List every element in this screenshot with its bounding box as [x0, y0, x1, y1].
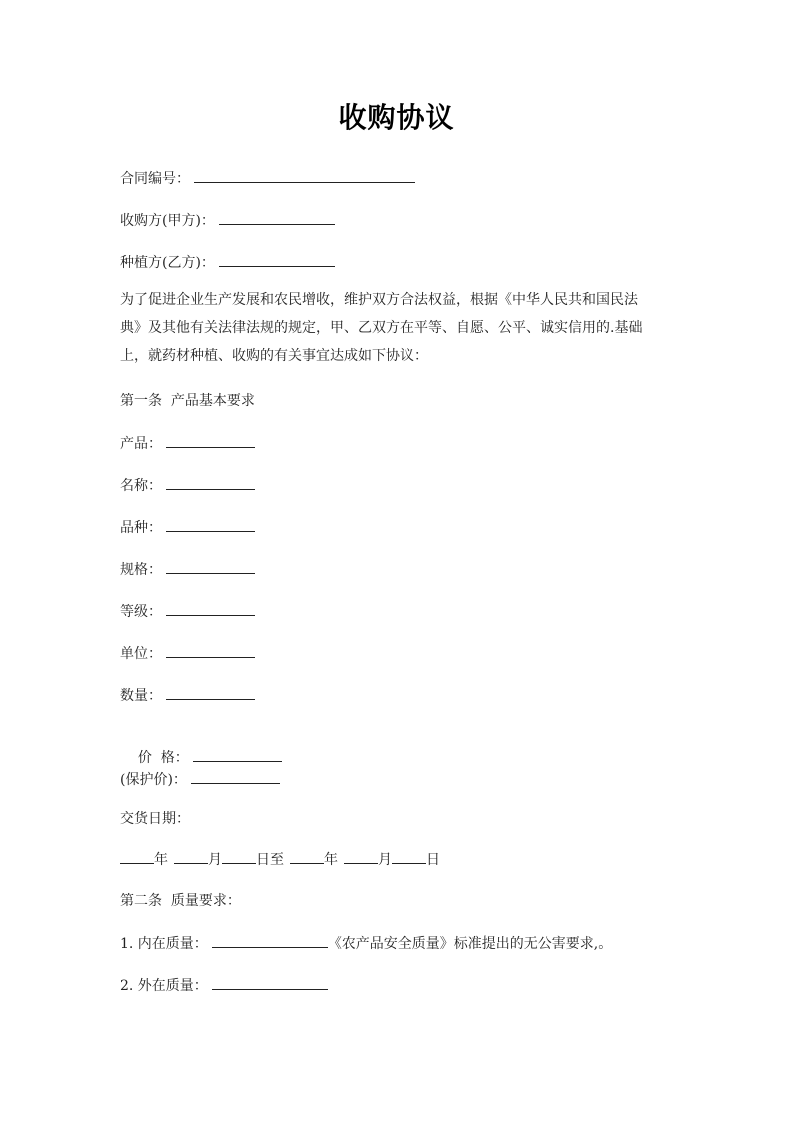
- grade-field: [120, 601, 255, 622]
- name-field: [120, 475, 255, 496]
- price-label: 价 格：: [137, 750, 189, 766]
- external-quality-field: [120, 975, 328, 996]
- preamble-line: 上，就药材种植、收购的有关事宜达成如下协议：: [120, 348, 428, 364]
- start-month-unit: 月: [208, 852, 222, 868]
- delivery-date-label: 交货日期：: [120, 811, 190, 827]
- price-blank[interactable]: [193, 747, 282, 762]
- start-day-unit: 日至: [256, 852, 284, 868]
- spec-field: [120, 559, 255, 580]
- end-month-blank[interactable]: [344, 849, 378, 864]
- quantity-blank[interactable]: [166, 685, 255, 700]
- spec-label: 规格：: [120, 562, 162, 578]
- protected-price-blank[interactable]: [191, 769, 280, 784]
- contract-number-field: [120, 168, 415, 189]
- buyer-field: [120, 210, 335, 231]
- name-blank[interactable]: [166, 475, 255, 490]
- spec-blank[interactable]: [166, 559, 255, 574]
- preamble-paragraph: [120, 286, 680, 370]
- start-month-blank[interactable]: [174, 849, 208, 864]
- preamble-line: 典》及其他有关法律法规的规定，甲、乙双方在平等、自愿、公平、诚实信用的.基础: [120, 320, 643, 336]
- article2-heading: 第二条 质量要求：: [120, 893, 241, 909]
- internal-quality-field: [120, 933, 612, 954]
- internal-quality-label: 1. 内在质量：: [120, 936, 208, 952]
- start-day-blank[interactable]: [222, 849, 256, 864]
- grower-label: 种植方(乙方)：: [120, 255, 215, 271]
- internal-quality-blank[interactable]: [212, 933, 328, 948]
- name-label: 名称：: [120, 478, 162, 494]
- end-year-blank[interactable]: [290, 849, 324, 864]
- grade-blank[interactable]: [166, 601, 255, 616]
- end-day-blank[interactable]: [392, 849, 426, 864]
- article1-heading: 第一条 产品基本要求: [120, 393, 255, 409]
- document-title: 收购协议: [338, 101, 455, 134]
- preamble-line: 为了促进企业生产发展和农民增收，维护双方合法权益，根据《中华人民共和国民法: [120, 292, 638, 308]
- contract-number-blank[interactable]: [194, 168, 415, 183]
- end-day-unit: 日: [426, 852, 440, 868]
- end-year-unit: 年: [324, 852, 338, 868]
- protected-price-field: [120, 769, 280, 790]
- quantity-field: [120, 685, 255, 706]
- product-label: 产品：: [120, 436, 162, 452]
- grower-blank[interactable]: [219, 252, 335, 267]
- buyer-blank[interactable]: [219, 210, 335, 225]
- quantity-label: 数量：: [120, 688, 162, 704]
- unit-blank[interactable]: [166, 643, 255, 658]
- variety-blank[interactable]: [166, 517, 255, 532]
- start-year-unit: 年: [154, 852, 168, 868]
- external-quality-label: 2. 外在质量：: [120, 978, 208, 994]
- variety-label: 品种：: [120, 520, 162, 536]
- unit-field: [120, 643, 255, 664]
- product-blank[interactable]: [166, 433, 255, 448]
- contract-number-label: 合同编号：: [120, 171, 190, 187]
- delivery-date-range: [120, 849, 440, 870]
- protected-price-label: (保护价)：: [120, 772, 187, 788]
- internal-quality-suffix: 《农产品安全质量》标准提出的无公害要求,。: [327, 936, 613, 952]
- unit-label: 单位：: [120, 646, 162, 662]
- variety-field: [120, 517, 255, 538]
- grower-field: [120, 252, 335, 273]
- buyer-label: 收购方(甲方)：: [120, 213, 215, 229]
- product-field: [120, 433, 255, 454]
- end-month-unit: 月: [378, 852, 392, 868]
- external-quality-blank[interactable]: [212, 975, 328, 990]
- grade-label: 等级：: [120, 604, 162, 620]
- start-year-blank[interactable]: [120, 849, 154, 864]
